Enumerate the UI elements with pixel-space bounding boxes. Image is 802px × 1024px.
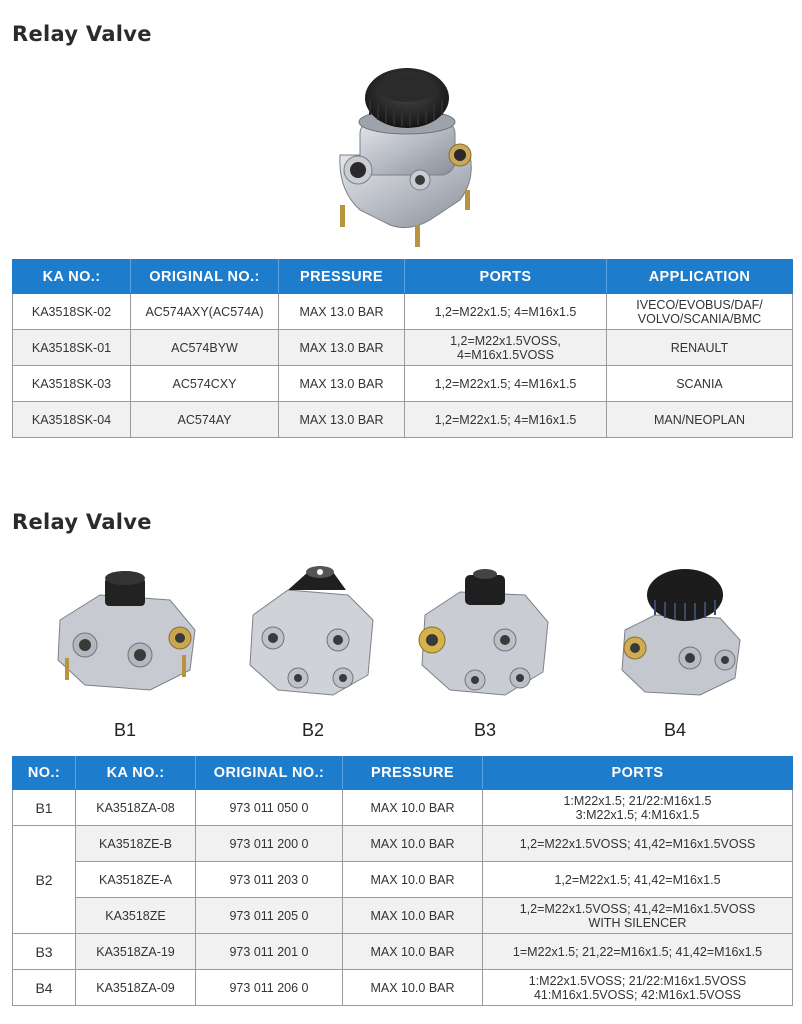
no-cell: B3 xyxy=(13,934,76,970)
ka-no-cell: KA3518SK-02 xyxy=(13,294,131,330)
original-no-cell: AC574CXY xyxy=(131,366,279,402)
ka-no-cell: KA3518ZE-A xyxy=(76,862,196,898)
ports-cell: 1:M22x1.5; 21/22:M16x1.5 3:M22x1.5; 4:M16x1.5 xyxy=(483,790,793,826)
table-row xyxy=(13,366,793,402)
original-no-cell: AC574AXY(AC574A) xyxy=(131,294,279,330)
application-cell: SCANIA xyxy=(607,366,793,402)
relay-valve-spec-table-1 xyxy=(12,259,793,438)
original-no-cell: 973 011 201 0 xyxy=(196,934,343,970)
ka-no-cell: KA3518SK-04 xyxy=(13,402,131,438)
pressure-cell: MAX 10.0 BAR xyxy=(343,898,483,934)
table-row xyxy=(13,898,793,934)
variant-label: B4 xyxy=(663,720,687,740)
table-row xyxy=(13,934,793,970)
variant-label: B3 xyxy=(473,720,497,740)
relay-valve-product-image xyxy=(320,60,490,250)
pressure-cell: MAX 13.0 BAR xyxy=(279,330,405,366)
original-no-cell: 973 011 205 0 xyxy=(196,898,343,934)
header-pressure: PRESSURE xyxy=(279,260,405,294)
ports-cell: 1,2=M22x1.5; 4=M16x1.5 xyxy=(405,294,607,330)
no-cell: B4 xyxy=(13,970,76,1006)
header-ports: PORTS xyxy=(405,260,607,294)
variant-label: B2 xyxy=(301,720,325,740)
header-ka-no: KA NO.: xyxy=(76,757,196,790)
relay-valve-spec-table-2 xyxy=(12,756,793,1006)
pressure-cell: MAX 10.0 BAR xyxy=(343,826,483,862)
table-row xyxy=(13,402,793,438)
original-no-cell: 973 011 200 0 xyxy=(196,826,343,862)
original-no-cell: 973 011 203 0 xyxy=(196,862,343,898)
original-no-cell: AC574BYW xyxy=(131,330,279,366)
variant-label: B1 xyxy=(113,720,137,740)
variant-b4-image xyxy=(590,560,760,750)
table-row xyxy=(13,826,793,862)
header-application: APPLICATION xyxy=(607,260,793,294)
table-row xyxy=(13,294,793,330)
pressure-cell: MAX 13.0 BAR xyxy=(279,294,405,330)
header-ka-no: KA NO.: xyxy=(13,260,131,294)
ka-no-cell: KA3518ZE xyxy=(76,898,196,934)
pressure-cell: MAX 10.0 BAR xyxy=(343,790,483,826)
original-no-cell: 973 011 206 0 xyxy=(196,970,343,1006)
header-original-no: ORIGINAL NO.: xyxy=(131,260,279,294)
application-cell: RENAULT xyxy=(607,330,793,366)
ports-cell: 1:M22x1.5VOSS; 21/22:M16x1.5VOSS 41:M16x1.5VOSS; 42:M16x1.5VOSS xyxy=(483,970,793,1006)
header-no: NO.: xyxy=(13,757,76,790)
variant-b1-image xyxy=(40,560,210,750)
ka-no-cell: KA3518SK-01 xyxy=(13,330,131,366)
ka-no-cell: KA3518ZA-19 xyxy=(76,934,196,970)
section-title-relay-valve-1: Relay Valve xyxy=(12,22,152,46)
pressure-cell: MAX 10.0 BAR xyxy=(343,862,483,898)
variant-b3-image xyxy=(400,560,570,750)
pressure-cell: MAX 10.0 BAR xyxy=(343,970,483,1006)
pressure-cell: MAX 10.0 BAR xyxy=(343,934,483,970)
application-cell: IVECO/EVOBUS/DAF/ VOLVO/SCANIA/BMC xyxy=(607,294,793,330)
ports-cell: 1=M22x1.5; 21,22=M16x1.5; 41,42=M16x1.5 xyxy=(483,934,793,970)
original-no-cell: 973 011 050 0 xyxy=(196,790,343,826)
application-cell: MAN/NEOPLAN xyxy=(607,402,793,438)
ka-no-cell: KA3518ZA-09 xyxy=(76,970,196,1006)
ka-no-cell: KA3518ZE-B xyxy=(76,826,196,862)
table-row xyxy=(13,862,793,898)
ports-cell: 1,2=M22x1.5; 4=M16x1.5 xyxy=(405,402,607,438)
table-row xyxy=(13,790,793,826)
table-header-row xyxy=(13,260,793,294)
table-row xyxy=(13,330,793,366)
header-original-no: ORIGINAL NO.: xyxy=(196,757,343,790)
ports-cell: 1,2=M22x1.5VOSS; 41,42=M16x1.5VOSS xyxy=(483,826,793,862)
original-no-cell: AC574AY xyxy=(131,402,279,438)
ka-no-cell: KA3518ZA-08 xyxy=(76,790,196,826)
ports-cell: 1,2=M22x1.5VOSS, 4=M16x1.5VOSS xyxy=(405,330,607,366)
table-header-row xyxy=(13,757,793,790)
pressure-cell: MAX 13.0 BAR xyxy=(279,366,405,402)
variant-b2-image xyxy=(228,560,398,750)
section-title-relay-valve-2: Relay Valve xyxy=(12,510,152,534)
pressure-cell: MAX 13.0 BAR xyxy=(279,402,405,438)
ports-cell: 1,2=M22x1.5VOSS; 41,42=M16x1.5VOSS WITH SILENCER xyxy=(483,898,793,934)
header-ports: PORTS xyxy=(483,757,793,790)
no-cell: B1 xyxy=(13,790,76,826)
ports-cell: 1,2=M22x1.5; 4=M16x1.5 xyxy=(405,366,607,402)
header-pressure: PRESSURE xyxy=(343,757,483,790)
no-cell: B2 xyxy=(13,826,76,934)
ka-no-cell: KA3518SK-03 xyxy=(13,366,131,402)
ports-cell: 1,2=M22x1.5; 41,42=M16x1.5 xyxy=(483,862,793,898)
table-row xyxy=(13,970,793,1006)
